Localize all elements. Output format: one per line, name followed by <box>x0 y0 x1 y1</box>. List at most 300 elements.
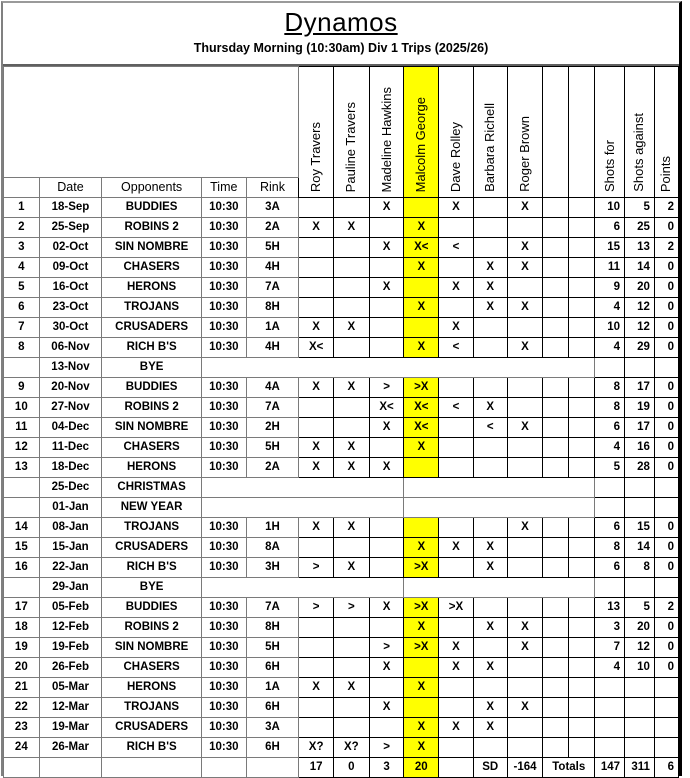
player-availability: X <box>334 438 370 458</box>
player-header <box>369 67 404 198</box>
player-availability: X< <box>404 418 439 438</box>
no-match-span <box>201 358 594 378</box>
match-number <box>4 498 40 518</box>
player-availability <box>569 718 595 738</box>
shots-against: 14 <box>625 258 655 278</box>
player-availability: X <box>473 258 507 278</box>
shots-for: 9 <box>595 278 625 298</box>
opponent: RICH B'S <box>102 558 202 578</box>
match-date: 19-Feb <box>39 638 102 658</box>
player-availability: X <box>507 698 543 718</box>
points: 0 <box>654 398 678 418</box>
match-date: 18-Dec <box>39 458 102 478</box>
points: 0 <box>654 418 678 438</box>
shots-against <box>625 718 655 738</box>
totals-blank <box>39 758 102 778</box>
player-availability: > <box>369 738 404 758</box>
player-availability: X <box>334 558 370 578</box>
no-match-span <box>201 578 404 598</box>
match-date: 13-Nov <box>39 358 102 378</box>
player-availability <box>369 518 404 538</box>
player-availability: X <box>369 238 404 258</box>
player-availability: X <box>299 218 334 238</box>
match-time: 10:30 <box>201 518 246 538</box>
opponent: RICH B'S <box>102 338 202 358</box>
player-availability <box>507 658 543 678</box>
player-availability <box>507 278 543 298</box>
player-availability <box>507 538 543 558</box>
match-row <box>4 238 679 258</box>
shots-against <box>625 358 655 378</box>
player-availability: X <box>334 318 370 338</box>
rink: 8A <box>246 538 299 558</box>
rink: 3A <box>246 718 299 738</box>
player-availability <box>507 318 543 338</box>
shots-for <box>595 498 625 518</box>
sd-value: -164 <box>507 758 543 778</box>
points: 0 <box>654 558 678 578</box>
points: 0 <box>654 338 678 358</box>
shots-against: 28 <box>625 458 655 478</box>
total-shots-for: 147 <box>595 758 625 778</box>
match-row <box>4 558 679 578</box>
points <box>654 738 678 758</box>
shots-for: 4 <box>595 658 625 678</box>
rink: 2H <box>246 418 299 438</box>
player-header <box>473 67 507 198</box>
opponent: CRUSADERS <box>102 318 202 338</box>
shots-against: 15 <box>625 518 655 538</box>
match-date: 05-Mar <box>39 678 102 698</box>
match-time: 10:30 <box>201 418 246 438</box>
points <box>654 498 678 518</box>
match-date: 15-Jan <box>39 538 102 558</box>
rink: 6H <box>246 698 299 718</box>
points: 0 <box>654 438 678 458</box>
player-availability <box>299 258 334 278</box>
points <box>654 358 678 378</box>
match-time: 10:30 <box>201 218 246 238</box>
shots-for: 4 <box>595 338 625 358</box>
opponent: ROBINS 2 <box>102 618 202 638</box>
player-availability: X <box>334 218 370 238</box>
match-date: 12-Mar <box>39 698 102 718</box>
player-availability: < <box>473 418 507 438</box>
shots-against <box>625 738 655 758</box>
totals-blank <box>201 758 246 778</box>
player-availability <box>439 738 474 758</box>
match-date: 22-Jan <box>39 558 102 578</box>
match-time: 10:30 <box>201 318 246 338</box>
match-time: 10:30 <box>201 198 246 218</box>
player-availability <box>543 458 569 478</box>
player-availability: > <box>299 598 334 618</box>
match-number: 17 <box>4 598 40 618</box>
shots-against <box>625 498 655 518</box>
player-total: 3 <box>369 758 404 778</box>
shots-for: 4 <box>595 298 625 318</box>
player-availability <box>369 538 404 558</box>
player-availability <box>569 238 595 258</box>
player-availability <box>543 238 569 258</box>
opponent: CHRISTMAS <box>102 478 202 498</box>
player-name: Barbara Richell <box>482 103 498 192</box>
player-availability: X <box>404 438 439 458</box>
opponent: HERONS <box>102 278 202 298</box>
player-availability <box>369 718 404 738</box>
match-date: 29-Jan <box>39 578 102 598</box>
player-name: Madeline Hawkins <box>378 86 394 192</box>
match-row <box>4 298 679 318</box>
match-date: 09-Oct <box>39 258 102 278</box>
player-availability <box>543 718 569 738</box>
match-date: 26-Feb <box>39 658 102 678</box>
shots-against: 14 <box>625 538 655 558</box>
totals-blank <box>4 758 40 778</box>
player-availability: < <box>439 398 474 418</box>
shots-against: 10 <box>625 658 655 678</box>
points: 0 <box>654 298 678 318</box>
player-availability <box>507 598 543 618</box>
totals-label: Totals <box>543 758 595 778</box>
shots-for <box>595 678 625 698</box>
player-availability <box>473 598 507 618</box>
player-availability <box>334 638 370 658</box>
no-header <box>4 178 40 198</box>
no-match-span <box>404 478 595 498</box>
match-date: 01-Jan <box>39 498 102 518</box>
player-availability <box>569 258 595 278</box>
player-availability: X <box>299 438 334 458</box>
points <box>654 678 678 698</box>
match-row <box>4 738 679 758</box>
player-availability <box>404 458 439 478</box>
match-time: 10:30 <box>201 718 246 738</box>
rink: 1A <box>246 678 299 698</box>
player-availability: X <box>404 258 439 278</box>
match-number <box>4 578 40 598</box>
match-number <box>4 478 40 498</box>
player-availability <box>543 298 569 318</box>
rink: 2A <box>246 218 299 238</box>
opponent: SIN NOMBRE <box>102 418 202 438</box>
player-availability <box>369 338 404 358</box>
points: 0 <box>654 638 678 658</box>
total-shots-against: 311 <box>625 758 655 778</box>
player-availability <box>473 218 507 238</box>
shots-for: 6 <box>595 218 625 238</box>
opponents-header: Opponents <box>102 178 202 198</box>
rink: 2A <box>246 458 299 478</box>
player-availability <box>543 418 569 438</box>
player-availability: X <box>439 538 474 558</box>
fixtures-table <box>3 66 679 778</box>
totals-row <box>4 758 679 778</box>
match-time: 10:30 <box>201 638 246 658</box>
match-date: 23-Oct <box>39 298 102 318</box>
opponent: HERONS <box>102 678 202 698</box>
player-header <box>334 67 370 198</box>
shots-for: 10 <box>595 318 625 338</box>
player-availability <box>334 298 370 318</box>
match-number: 8 <box>4 338 40 358</box>
match-time: 10:30 <box>201 378 246 398</box>
opponent: BUDDIES <box>102 378 202 398</box>
player-availability <box>569 638 595 658</box>
rink: 1H <box>246 518 299 538</box>
points <box>654 478 678 498</box>
player-availability <box>569 678 595 698</box>
match-time: 10:30 <box>201 618 246 638</box>
shots-against: 17 <box>625 418 655 438</box>
player-availability: >X <box>404 558 439 578</box>
player-availability: X <box>369 458 404 478</box>
match-time: 10:30 <box>201 698 246 718</box>
player-availability <box>569 218 595 238</box>
player-availability: X <box>473 558 507 578</box>
time-header: Time <box>201 178 246 198</box>
player-availability: X <box>439 638 474 658</box>
player-availability: X <box>404 298 439 318</box>
no-match-span <box>404 498 595 518</box>
player-availability <box>404 658 439 678</box>
match-number: 1 <box>4 198 40 218</box>
player-availability <box>473 458 507 478</box>
player-availability <box>569 538 595 558</box>
player-availability <box>299 698 334 718</box>
player-availability: X <box>439 278 474 298</box>
shots-against: 25 <box>625 218 655 238</box>
points: 0 <box>654 618 678 638</box>
player-availability: X <box>473 298 507 318</box>
title-block <box>3 3 679 66</box>
opponent: SIN NOMBRE <box>102 238 202 258</box>
match-number: 19 <box>4 638 40 658</box>
points: 0 <box>654 258 678 278</box>
player-availability <box>543 258 569 278</box>
player-availability: X <box>507 618 543 638</box>
player-availability <box>369 258 404 278</box>
player-availability <box>543 518 569 538</box>
totals-blank <box>102 758 202 778</box>
player-name: Malcolm George <box>413 96 429 192</box>
shots-for: 10 <box>595 198 625 218</box>
player-availability <box>369 218 404 238</box>
player-availability <box>334 338 370 358</box>
points-header <box>654 67 678 198</box>
match-date: 05-Feb <box>39 598 102 618</box>
match-row <box>4 198 679 218</box>
match-number: 13 <box>4 458 40 478</box>
shots-against: 17 <box>625 378 655 398</box>
rink: 5H <box>246 638 299 658</box>
player-availability: X <box>334 518 370 538</box>
spreadsheet <box>1 1 682 776</box>
points <box>654 578 678 598</box>
player-name: Roger Brown <box>517 116 532 192</box>
player-availability <box>404 518 439 538</box>
player-availability <box>569 458 595 478</box>
player-availability <box>473 438 507 458</box>
player-total: 17 <box>299 758 334 778</box>
match-date: 12-Feb <box>39 618 102 638</box>
shots-for <box>595 738 625 758</box>
player-availability <box>439 518 474 538</box>
match-row <box>4 638 679 658</box>
player-availability: X <box>369 698 404 718</box>
rink: 3H <box>246 558 299 578</box>
match-time: 10:30 <box>201 678 246 698</box>
shots-for: 4 <box>595 438 625 458</box>
player-availability: < <box>439 338 474 358</box>
player-total <box>439 758 474 778</box>
player-availability: X< <box>404 398 439 418</box>
player-availability <box>569 438 595 458</box>
points: 2 <box>654 598 678 618</box>
opponent: BUDDIES <box>102 198 202 218</box>
shots-for <box>595 718 625 738</box>
shots-for: 3 <box>595 618 625 638</box>
match-number: 21 <box>4 678 40 698</box>
player-availability: X <box>473 278 507 298</box>
points: 0 <box>654 658 678 678</box>
match-time: 10:30 <box>201 438 246 458</box>
player-availability <box>334 198 370 218</box>
match-date: 30-Oct <box>39 318 102 338</box>
bye-row <box>4 478 679 498</box>
opponent: SIN NOMBRE <box>102 638 202 658</box>
player-availability <box>507 398 543 418</box>
player-availability: X <box>473 618 507 638</box>
player-availability <box>473 638 507 658</box>
player-availability <box>299 198 334 218</box>
player-availability: X< <box>404 238 439 258</box>
shots-against <box>625 698 655 718</box>
player-availability: >X <box>404 378 439 398</box>
player-availability: X <box>507 518 543 538</box>
player-availability <box>404 198 439 218</box>
rink: 6H <box>246 658 299 678</box>
shots-against: 29 <box>625 338 655 358</box>
player-availability: X <box>473 658 507 678</box>
column-label: Shots for <box>601 139 617 192</box>
match-time: 10:30 <box>201 298 246 318</box>
shots-against: 13 <box>625 238 655 258</box>
header-blank <box>4 67 299 178</box>
match-time: 10:30 <box>201 278 246 298</box>
match-time: 10:30 <box>201 458 246 478</box>
player-availability <box>507 438 543 458</box>
shots-for: 8 <box>595 538 625 558</box>
rink: 5H <box>246 238 299 258</box>
player-availability: X <box>473 718 507 738</box>
rink-header: Rink <box>246 178 299 198</box>
opponent: HERONS <box>102 458 202 478</box>
match-row <box>4 258 679 278</box>
match-time: 10:30 <box>201 598 246 618</box>
player-availability <box>543 538 569 558</box>
player-availability <box>569 618 595 638</box>
match-number: 16 <box>4 558 40 578</box>
player-availability <box>334 698 370 718</box>
match-number: 2 <box>4 218 40 238</box>
player-availability <box>569 598 595 618</box>
points <box>654 698 678 718</box>
player-availability <box>543 698 569 718</box>
shots-for: 13 <box>595 598 625 618</box>
player-availability: X <box>439 198 474 218</box>
player-availability: >X <box>439 598 474 618</box>
opponent: BYE <box>102 578 202 598</box>
player-availability <box>439 438 474 458</box>
player-availability <box>404 318 439 338</box>
match-date: 06-Nov <box>39 338 102 358</box>
player-availability: X <box>404 678 439 698</box>
shots-against: 8 <box>625 558 655 578</box>
player-availability <box>439 298 474 318</box>
match-time: 10:30 <box>201 658 246 678</box>
player-availability <box>507 738 543 758</box>
opponent: TROJANS <box>102 698 202 718</box>
player-availability: X <box>334 458 370 478</box>
points: 0 <box>654 518 678 538</box>
rink: 8H <box>246 298 299 318</box>
player-availability <box>507 558 543 578</box>
player-availability <box>299 658 334 678</box>
match-row <box>4 318 679 338</box>
match-number: 11 <box>4 418 40 438</box>
player-header <box>299 67 334 198</box>
player-availability <box>299 718 334 738</box>
shots-against: 20 <box>625 278 655 298</box>
match-time: 10:30 <box>201 258 246 278</box>
player-availability <box>439 698 474 718</box>
player-availability: X <box>439 718 474 738</box>
match-number: 15 <box>4 538 40 558</box>
player-availability <box>369 558 404 578</box>
player-availability: X< <box>369 398 404 418</box>
points: 0 <box>654 538 678 558</box>
player-availability: X <box>299 378 334 398</box>
opponent: CHASERS <box>102 438 202 458</box>
player-availability <box>369 678 404 698</box>
player-availability <box>569 698 595 718</box>
player-availability: X <box>404 718 439 738</box>
totals-blank <box>246 758 299 778</box>
player-availability: X <box>369 418 404 438</box>
player-availability: X <box>473 698 507 718</box>
points: 0 <box>654 278 678 298</box>
match-row <box>4 678 679 698</box>
player-availability <box>334 398 370 418</box>
player-availability <box>439 458 474 478</box>
player-availability <box>473 238 507 258</box>
player-availability <box>334 258 370 278</box>
match-row <box>4 598 679 618</box>
match-date: 25-Dec <box>39 478 102 498</box>
points: 2 <box>654 238 678 258</box>
player-availability <box>543 218 569 238</box>
points: 0 <box>654 318 678 338</box>
player-header <box>543 67 569 198</box>
player-availability: X <box>299 458 334 478</box>
shots-for: 8 <box>595 378 625 398</box>
player-availability <box>404 278 439 298</box>
no-match-span <box>201 498 404 518</box>
match-number: 3 <box>4 238 40 258</box>
shots-for: 7 <box>595 638 625 658</box>
match-time: 10:30 <box>201 738 246 758</box>
